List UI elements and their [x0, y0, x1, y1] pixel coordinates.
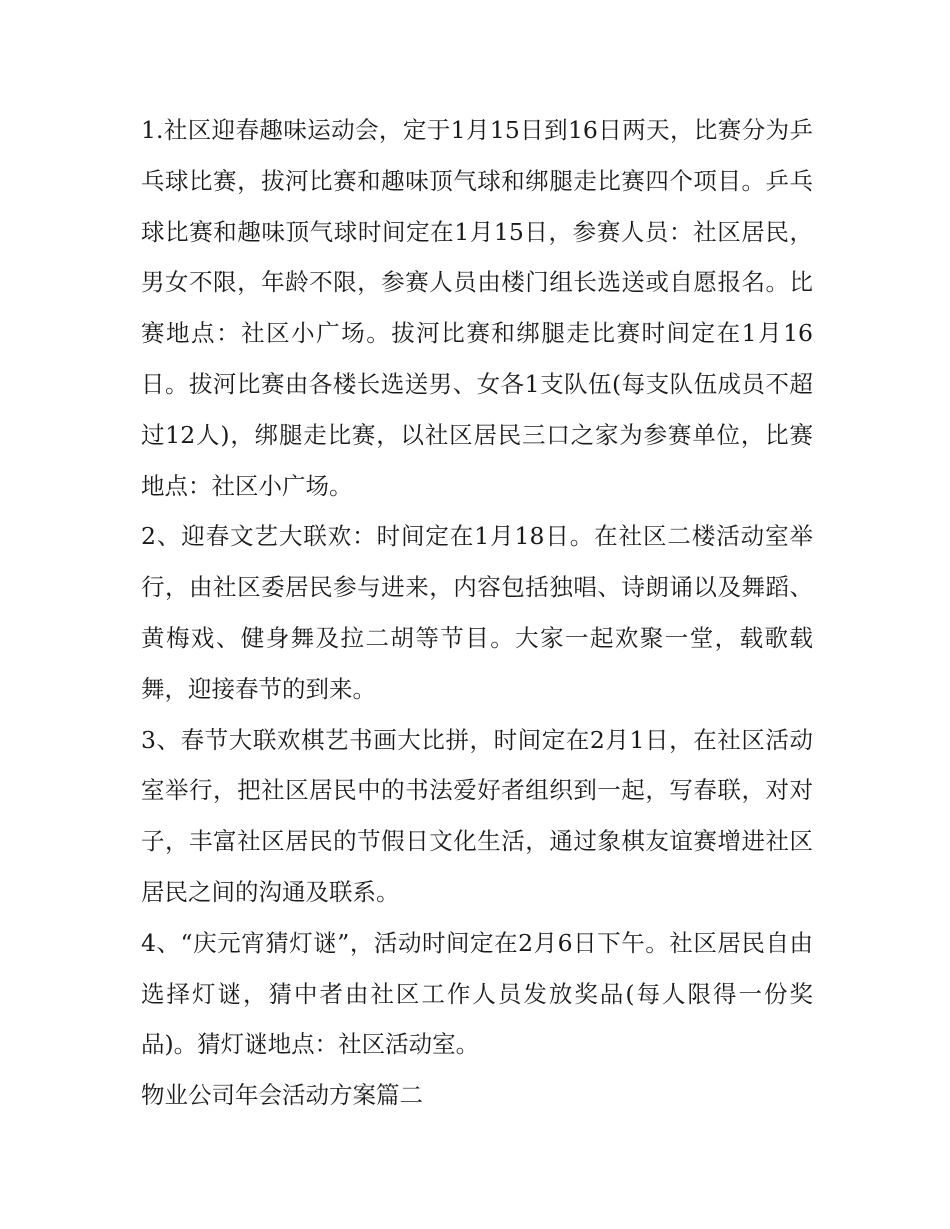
document-body	[141, 105, 813, 1121]
section-heading: 物业公司年会活动方案篇二	[141, 1081, 423, 1110]
paragraph-calligraphy-chess: 3、春节大联欢棋艺书画大比拼，时间定在2月1日，在社区活动室举行，把社区居民中的书法爱好者组织到一起，写春联，对对子，丰富社区居民的节假日文化生活，通过象棋友谊赛增进社区居民之间的沟通及联系。	[141, 725, 813, 906]
paragraph-lantern-riddles: 4、“庆元宵猜灯谜”，活动时间定在2月6日下午。社区居民自由选择灯谜，猜中者由社区工作人员发放奖品(每人限得一份奖品)。猜灯谜地点：社区活动室。	[141, 928, 813, 1059]
paragraph-sports-meet: 1.社区迎春趣味运动会，定于1月15日到16日两天，比赛分为乒乓球比赛，拔河比赛和趣味顶气球和绑腿走比赛四个项目。乒乓球比赛和趣味顶气球时间定在1月15日，参赛人员：社区居民，男女不限，年龄不限，参赛人员由楼门组长选送或自愿报名。比赛地点：社区小广场。拔河比赛和绑腿走比赛时间定在1月16日。拔河比赛由各楼长选送男、女各1支队伍(每支队伍成员不超过12人)，绑腿走比赛，以社区居民三口之家为参赛单位，比赛地点：社区小广场。	[141, 116, 813, 500]
paragraph-art-festival: 2、迎春文艺大联欢：时间定在1月18日。在社区二楼活动室举行，由社区委居民参与进来，内容包括独唱、诗朗诵以及舞蹈、黄梅戏、健身舞及拉二胡等节目。大家一起欢聚一堂，载歌载舞，迎接春节的到来。	[141, 522, 813, 703]
